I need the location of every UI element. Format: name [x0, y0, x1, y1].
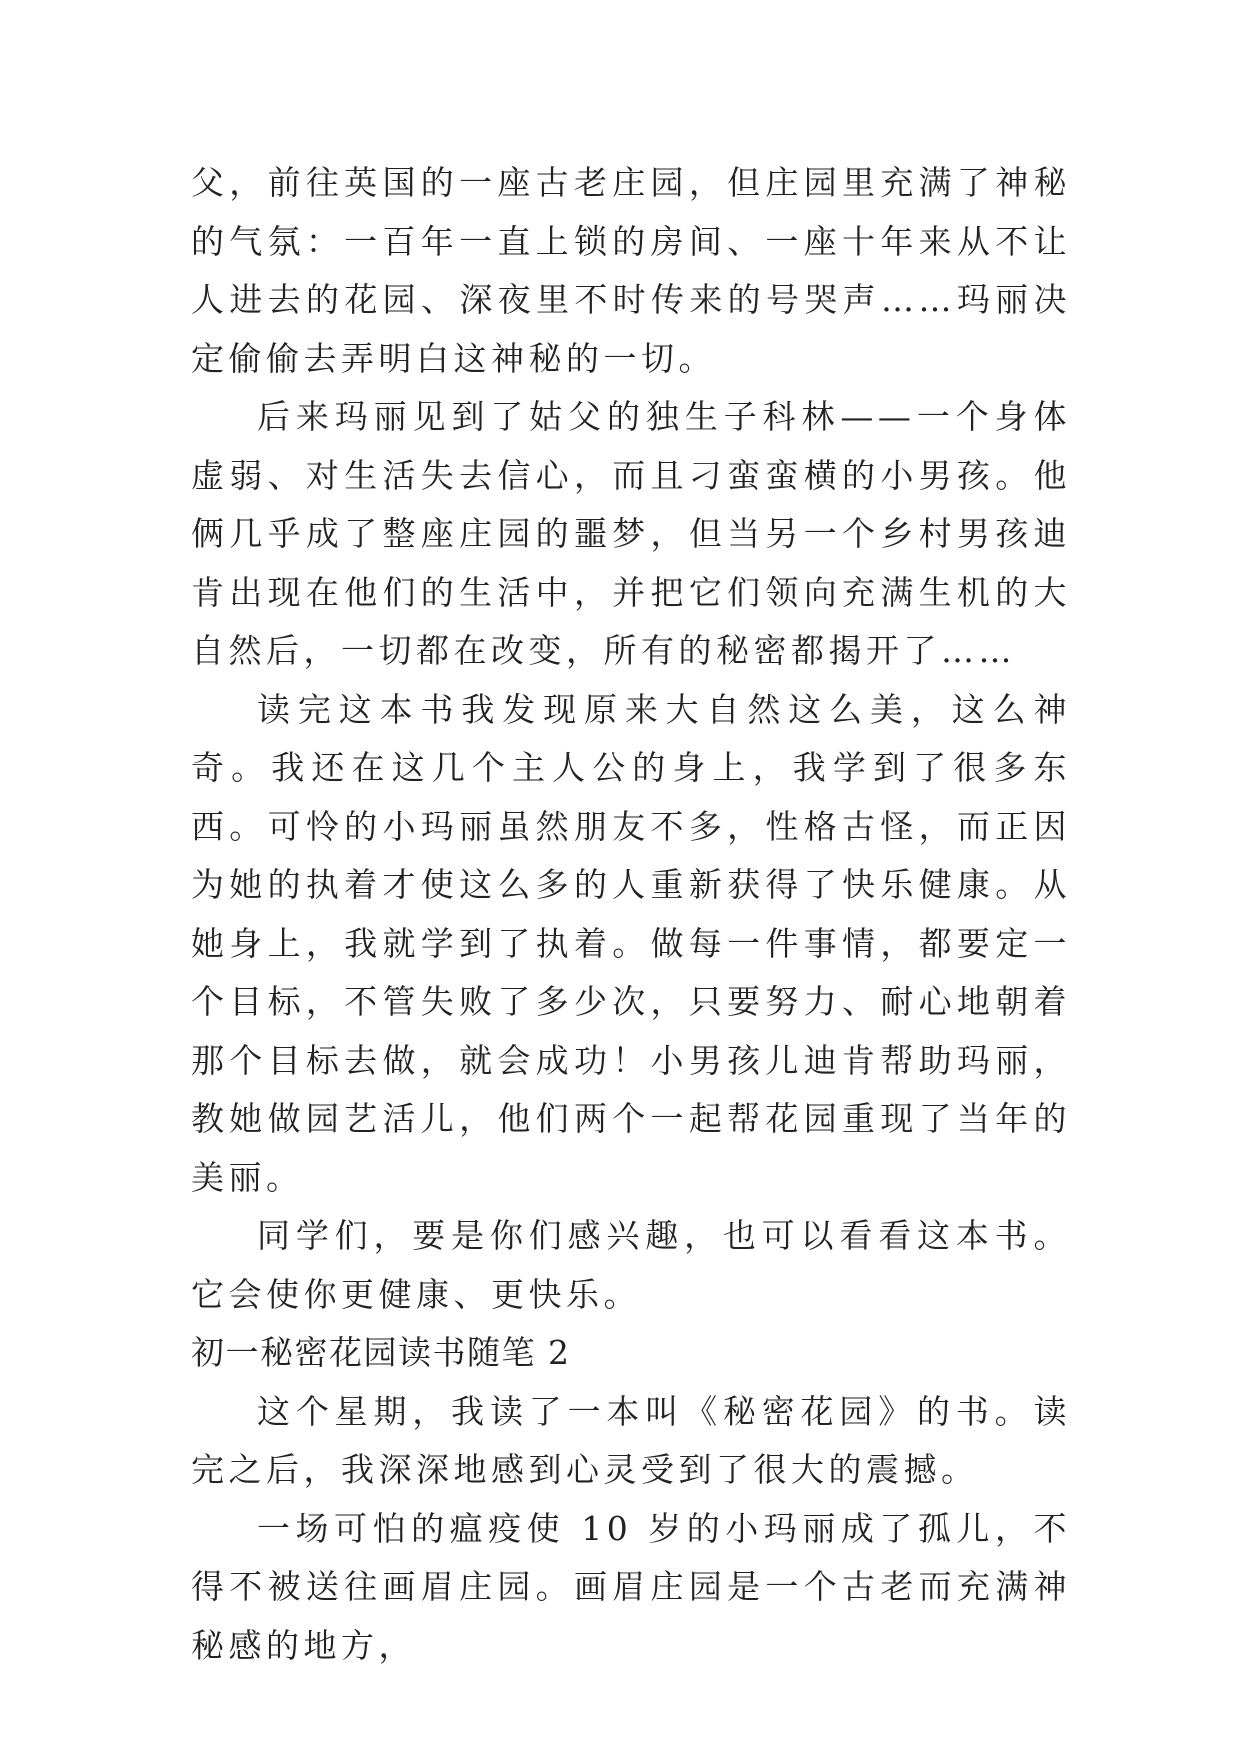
- paragraph: 后来玛丽见到了姑父的独生子科林——一个身体虚弱、对生活失去信心，而且刁蛮蛮横的小男孩。他俩几乎成了整座庄园的噩梦，但当另一个乡村男孩迪肯出现在他们的生活中，并把它们领向充满生机的大自然后，一切都在改变，所有的秘密都揭开了……: [191, 397, 1071, 670]
- paragraph: 同学们，要是你们感兴趣，也可以看看这本书。它会使你更健康、更快乐。: [191, 1216, 1071, 1314]
- section-heading: 初一秘密花园读书随笔 2: [191, 1333, 571, 1372]
- paragraph: 一场可怕的瘟疫使 10 岁的小玛丽成了孤儿，不得不被送往画眉庄园。画眉庄园是一个古老而充满神秘感的地方，: [191, 1508, 1071, 1665]
- paragraph-continuation: 父，前往英国的一座古老庄园，但庄园里充满了神秘的气氛：一百年一直上锁的房间、一座十年来从不让人进去的花园、深夜里不时传来的号哭声……玛丽决定偷偷去弄明白这神秘的一切。: [191, 163, 1071, 378]
- paragraph: 这个星期，我读了一本叫《秘密花园》的书。读完之后，我深深地感到心灵受到了很大的震撼。: [191, 1391, 1071, 1489]
- paragraph: 读完这本书我发现原来大自然这么美，这么神奇。我还在这几个主人公的身上，我学到了很多东西。可怜的小玛丽虽然朋友不多，性格古怪，而正因为她的执着才使这么多的人重新获得了快乐健康。从她身上，我就学到了执着。做每一件事情，都要定一个目标，不管失败了多少次，只要努力、耐心地朝着那个目标去做，就会成功！小男孩儿迪肯帮助玛丽，教她做园艺活儿，他们两个一起帮花园重现了当年的美丽。: [191, 689, 1071, 1197]
- document-body: [191, 154, 1071, 1675]
